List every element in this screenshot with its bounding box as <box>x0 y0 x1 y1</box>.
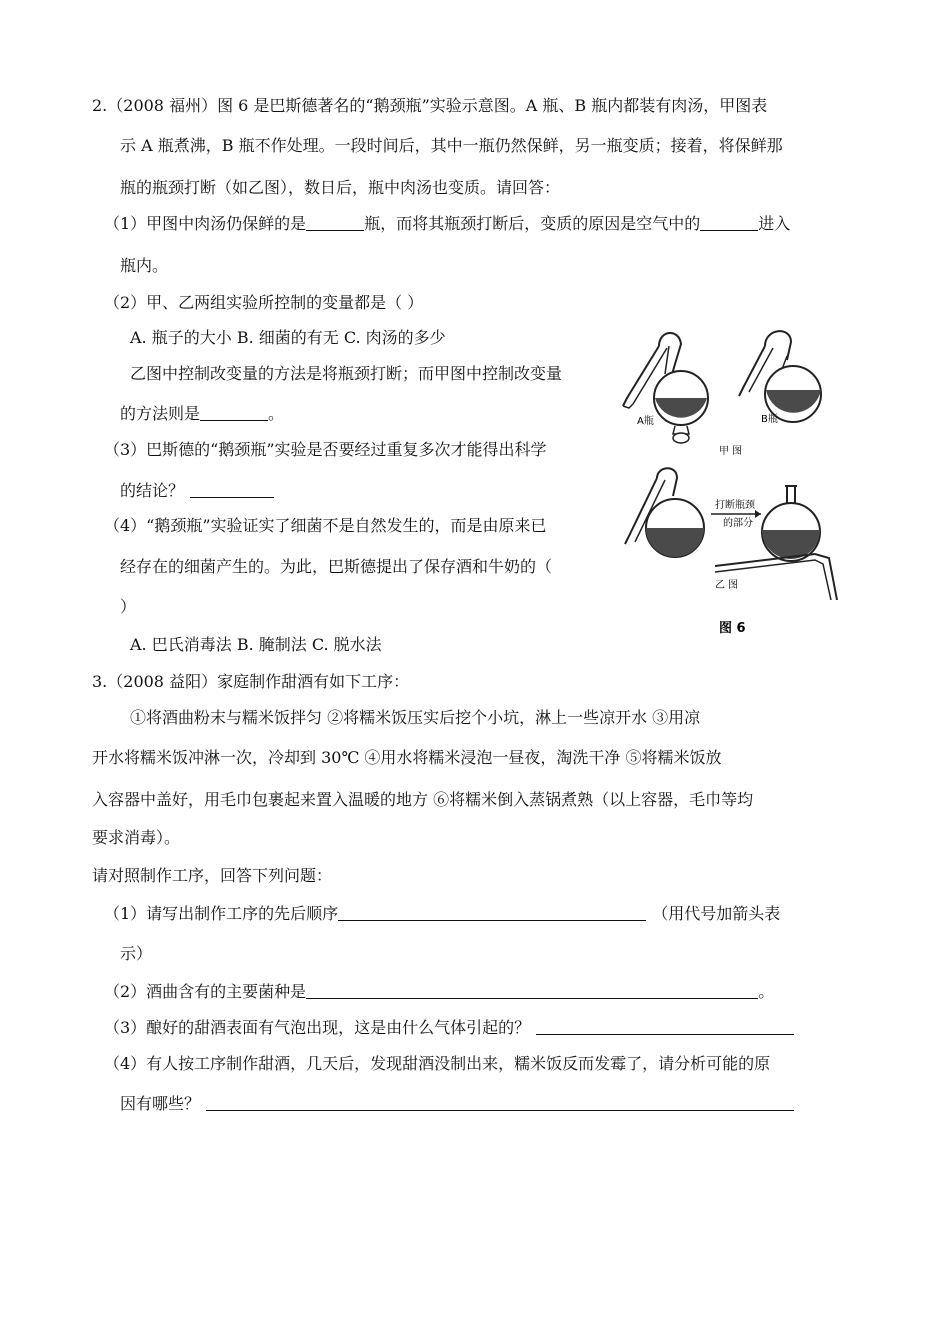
q3-steps-line-1: ①将酒曲粉末与糯米饭拌匀 ②将糯米饭压实后挖个小坑，淋上一些凉开水 ③用凉 <box>130 708 701 727</box>
q3-part1 <box>104 904 780 924</box>
q3-steps-line-3: 入容器中盖好，用毛巾包裹起来置入温暖的地方 ⑥将糯米倒入蒸锅煮熟（以上容器，毛巾等均 <box>92 790 754 809</box>
figure-6-swan-neck-flask <box>615 318 855 648</box>
q2-part3-cont <box>120 481 274 501</box>
caption-yi: 乙 图 <box>715 580 739 591</box>
q3-part2-text-b: 。 <box>758 982 775 1001</box>
burner-icon <box>673 426 689 443</box>
label-broken-neck-2: 的部分 <box>723 518 753 529</box>
q2-part2-text-d: 。 <box>268 404 285 423</box>
q3-intro: 3.（2008 益阳）家庭制作甜酒有如下工序： <box>92 672 410 691</box>
q2-part1-text-b: 瓶，而将其瓶颈打断后，变质的原因是空气中的 <box>364 214 701 233</box>
flask-yi-right <box>762 486 820 561</box>
label-bottle-b: B瓶 <box>761 414 778 425</box>
arrow-head-icon <box>755 510 761 518</box>
label-bottle-a: A瓶 <box>637 416 654 427</box>
q2-intro-line-1: 2.（2008 福州）图 6 是巴斯德著名的“鹅颈瓶”实验示意图。A 瓶、B 瓶内都装有肉汤，甲图表 <box>92 96 768 115</box>
q2-part3-blank[interactable] <box>190 481 274 498</box>
flask-yi-left <box>625 468 704 557</box>
label-broken-neck-1: 打断瓶颈 <box>715 500 755 511</box>
q3-part3-text: （3）酿好的甜酒表面有气泡出现，这是由什么气体引起的？ <box>104 1018 531 1037</box>
q3-part2-text-a: （2）酒曲含有的主要菌种是 <box>104 982 307 1001</box>
q2-part4-paren: ） <box>120 597 137 616</box>
q3-steps-line-2: 开水将糯米饭冲淋一次，冷却到 30℃ ④用水将糯米浸泡一昼夜，淘洗干净 ⑤将糯米饭放 <box>92 748 722 767</box>
flask-a <box>623 333 708 425</box>
q3-part4-text-b: 因有哪些？ <box>120 1094 201 1113</box>
q3-part1-blank-order[interactable] <box>338 904 646 921</box>
q2-part4-cont: 经存在的细菌产生的。为此，巴斯德提出了保存酒和牛奶的（ <box>120 557 553 576</box>
q2-part3-text-b: 的结论？ <box>120 481 185 500</box>
flask-b <box>739 331 821 422</box>
q2-part1-blank-air[interactable] <box>700 214 758 231</box>
q3-part4-blank-reasons[interactable] <box>206 1094 794 1111</box>
caption-jia: 甲 图 <box>719 446 743 457</box>
q2-part2-method-cont <box>120 404 284 424</box>
q2-part3: （3）巴斯德的“鹅颈瓶”实验是否要经过重复多次才能得出科学 <box>104 440 547 459</box>
q3-part1-text-b: （用代号加箭头表 <box>652 904 781 923</box>
q3-part4: （4）有人按工序制作甜酒，几天后，发现甜酒没制出来，糯米饭反而发霉了，请分析可能的原 <box>104 1054 771 1073</box>
q3-instruction: 请对照制作工序，回答下列问题： <box>92 866 333 885</box>
q3-part2 <box>104 982 774 1002</box>
q2-part1-cont: 瓶内。 <box>120 256 169 275</box>
q2-intro-line-3: 瓶的瓶颈打断（如乙图），数日后，瓶中肉汤也变质。请回答： <box>120 178 561 197</box>
q2-part1 <box>104 214 790 234</box>
q2-part1-text-c: 进入 <box>758 214 791 233</box>
q3-part4-cont <box>120 1094 794 1114</box>
q2-part2-text-c: 的方法则是 <box>120 404 201 423</box>
figure-caption: 图 6 <box>719 621 746 636</box>
q2-part2: （2）甲、乙两组实验所控制的变量都是（ ） <box>104 293 424 312</box>
q2-part2-blank-method[interactable] <box>200 404 268 421</box>
q3-part1-text-a: （1）请写出制作工序的先后顺序 <box>104 904 339 923</box>
q3-part2-blank-species[interactable] <box>306 982 758 999</box>
q3-part3-blank-gas[interactable] <box>536 1018 794 1035</box>
q2-part4: （4）“鹅颈瓶”实验证实了细菌不是自然发生的，而是由原来已 <box>104 516 547 535</box>
q3-part3 <box>104 1018 794 1038</box>
q2-part1-text-a: （1）甲图中肉汤仍保鲜的是 <box>104 214 307 233</box>
q3-steps-line-4: 要求消毒）。 <box>92 828 181 847</box>
q3-part1-cont: 示） <box>120 944 153 963</box>
broken-tube <box>715 554 837 600</box>
q2-part2-options: A. 瓶子的大小 B. 细菌的有无 C. 肉汤的多少 <box>130 328 446 347</box>
q2-intro-line-2: 示 A 瓶煮沸，B 瓶不作处理。一段时间后，其中一瓶仍然保鲜，另一瓶变质；接着，将保鲜那 <box>120 136 783 155</box>
q2-part1-blank-bottle[interactable] <box>306 214 364 231</box>
q2-part4-options: A. 巴氏消毒法 B. 腌制法 C. 脱水法 <box>130 635 382 654</box>
q2-part2-method: 乙图中控制改变量的方法是将瓶颈打断；而甲图中控制改变量 <box>130 364 563 383</box>
